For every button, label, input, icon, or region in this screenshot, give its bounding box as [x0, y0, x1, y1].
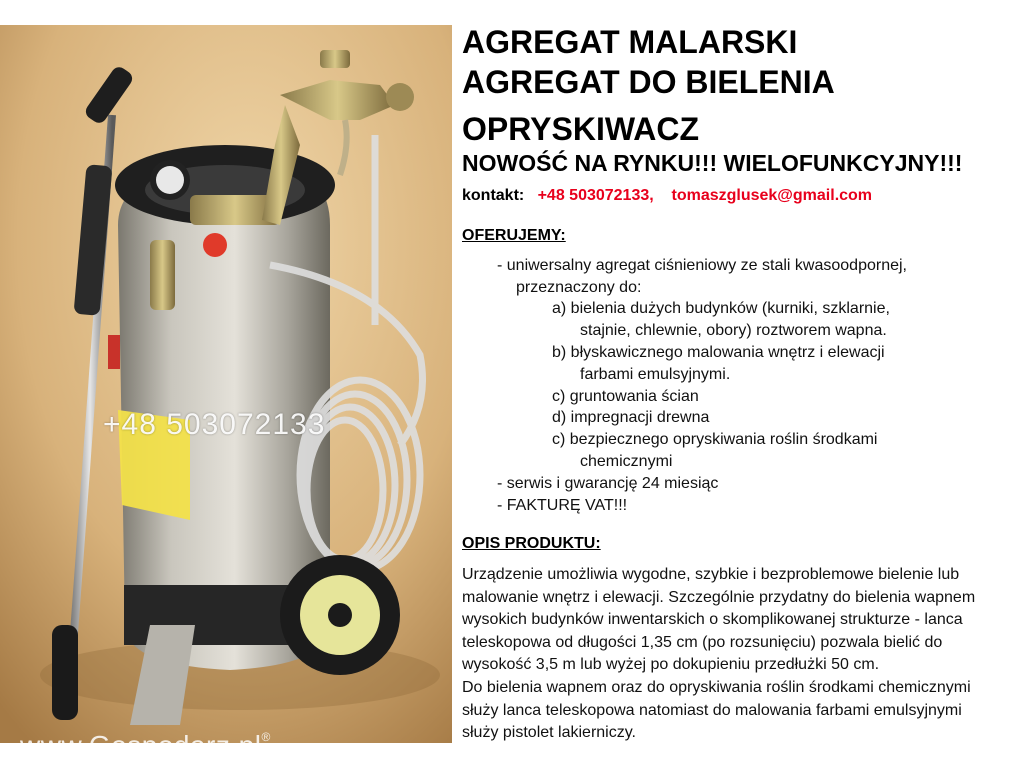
product-photo [0, 25, 452, 761]
description-heading: OPIS PRODUKTU: [462, 535, 601, 552]
description-line: służy lanca teleskopowa natomiast do malowania farbami emulsyjnymi [462, 701, 962, 719]
offer-line: b) błyskawicznego malowania wnętrz i elewacji [552, 344, 885, 361]
offer-line: c) gruntowania ścian [552, 388, 699, 405]
text-panel [462, 0, 1024, 768]
description-line: Do bielenia wapnem oraz do opryskiwania roślin środkami chemicznymi [462, 678, 971, 696]
offer-line: - uniwersalny agregat ciśnieniowy ze stali kwasoodpornej, [497, 257, 907, 274]
offer-heading: OFERUJEMY: [462, 227, 566, 244]
wheel [280, 555, 400, 675]
product-photo-illustration [0, 25, 452, 743]
offer-line: d) impregnacji drewna [552, 409, 710, 426]
site-watermark [20, 730, 271, 762]
site-watermark-mark: ® [261, 730, 271, 744]
offer-line: chemicznymi [580, 453, 673, 470]
title-line-3: OPRYSKIWACZ [462, 111, 700, 147]
description-line: wysokość 3,5 m lub wyżej po dokupieniu przedłużki 50 cm. [462, 656, 880, 674]
site-watermark-text: www.Gospodarz.pl [20, 730, 262, 761]
offer-line: stajnie, chlewnie, obory) roztworem wapna. [580, 322, 887, 339]
offer-line: farbami emulsyjnymi. [580, 366, 731, 383]
description-body [462, 564, 975, 745]
description-line: teleskopowa od długości 1,35 cm (po rozsunięciu) pozwala bielić do [462, 633, 943, 651]
title-line-1: AGREGAT MALARSKI [462, 24, 798, 60]
offer-line: a) bielenia dużych budynków (kurniki, szklarnie, [552, 300, 890, 317]
contact-label: kontakt: [462, 187, 525, 204]
offer-line: c) bezpiecznego opryskiwania roślin środkami [552, 431, 878, 448]
description-line: służy pistolet lakierniczy. [462, 724, 636, 742]
contact-phone[interactable]: +48 503072133, [537, 187, 654, 204]
description-line: malowanie wnętrz i elewacji. Szczególnie przydatny do bielenia wapnem [462, 588, 976, 606]
offer-line: - serwis i gwarancję 24 miesiąc [497, 475, 719, 492]
phone-watermark: +48 503072133 [103, 408, 326, 441]
contact-email[interactable]: tomaszglusek@gmail.com [671, 187, 873, 204]
description-line: wysokich budynków inwentarskich o skomplikowanej strukturze - lanca [462, 611, 963, 629]
offer-line: - FAKTURĘ VAT!!! [497, 497, 628, 514]
subtitle: NOWOŚĆ NA RYNKU!!! WIELOFUNKCYJNY!!! [462, 150, 963, 176]
title-line-2: AGREGAT DO BIELENIA [462, 64, 835, 100]
contact-line [462, 187, 872, 205]
description-line: Urządzenie umożliwia wygodne, szybkie i bezproblemowe bielenie lub [462, 566, 960, 583]
offer-line: przeznaczony do: [516, 279, 642, 296]
